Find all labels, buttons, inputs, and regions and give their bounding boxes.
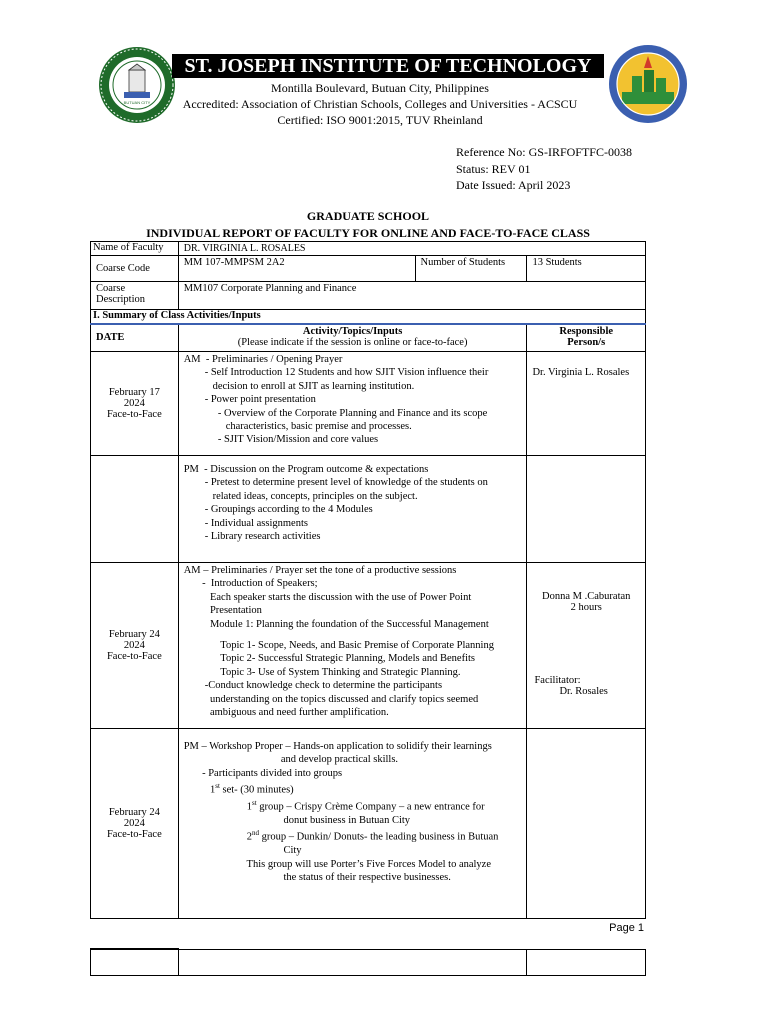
reference-number: Reference No: GS-IRFOFTFC-0038 bbox=[456, 145, 632, 159]
activity-line: - Library research activities bbox=[183, 531, 321, 543]
activity-line: PM – Workshop Proper – Hands-on application to solidify their learnings bbox=[183, 741, 492, 752]
activity-line: City bbox=[183, 845, 302, 857]
activity-line: characteristics, basic premise and processes. bbox=[183, 421, 412, 433]
activity-line: AM - Preliminaries / Opening Prayer bbox=[183, 354, 343, 365]
table-row bbox=[91, 729, 646, 919]
date-line: 2024 bbox=[123, 640, 145, 651]
activity-line: understanding on the topics discussed and clarify topics seemed bbox=[183, 693, 479, 705]
report-table bbox=[90, 241, 646, 919]
report-title: INDIVIDUAL REPORT OF FACULTY FOR ONLINE AND FACE-TO-FACE CLASS bbox=[146, 226, 590, 240]
activity-line: Each speaker starts the discussion with the use of Power Point bbox=[183, 591, 472, 603]
activity-line: Topic 2- Successful Strategic Planning, Models and Benefits bbox=[183, 653, 475, 665]
responsible-line: Dr. Virginia L. Rosales bbox=[532, 367, 630, 378]
table-row bbox=[91, 352, 646, 456]
activity-line: - Participants divided into groups bbox=[183, 767, 343, 779]
seal-icon bbox=[608, 44, 688, 124]
date-line: Face-to-Face bbox=[106, 409, 162, 420]
activity-header-line2: (Please indicate if the session is online or face-to-face) bbox=[237, 336, 468, 348]
date-line: Face-to-Face bbox=[106, 829, 162, 840]
responsible-header-line1: Responsible bbox=[559, 325, 614, 337]
row-responsible bbox=[527, 949, 646, 975]
section-row bbox=[91, 310, 646, 324]
date-line: 2024 bbox=[123, 818, 145, 829]
row-activity bbox=[178, 456, 527, 563]
activity-line: AM – Preliminaries / Prayer set the tone of a productive sessions bbox=[183, 565, 457, 576]
activity-line: Topic 3- Use of System Thinking and Strategic Planning. bbox=[183, 666, 461, 678]
address: Montilla Boulevard, Butuan City, Philippines bbox=[271, 81, 489, 95]
activity-line: PM - Discussion on the Program outcome & expectations bbox=[183, 464, 429, 475]
course-description-label bbox=[91, 282, 179, 310]
date-column-header: DATE bbox=[91, 324, 179, 352]
row-date bbox=[91, 456, 179, 563]
activity-line: decision to enroll at SJIT as learning institution. bbox=[183, 380, 415, 392]
row-activity bbox=[178, 352, 527, 456]
date-line: Face-to-Face bbox=[106, 651, 162, 662]
row-responsible bbox=[527, 729, 646, 919]
date-issued: Date Issued: April 2023 bbox=[456, 178, 571, 192]
next-page-table bbox=[90, 948, 646, 976]
date-line: 2024 bbox=[123, 398, 145, 409]
activity-line: Module 1: Planning the foundation of the Successful Management bbox=[183, 618, 489, 630]
activity-line: This group will use Porter’s Five Forces Model to analyze bbox=[183, 858, 492, 870]
responsible-line: Dr. Rosales bbox=[559, 686, 608, 697]
activity-line: - Pretest to determine present level of knowledge of the students on bbox=[183, 477, 488, 489]
school-heading: GRADUATE SCHOOL bbox=[306, 209, 430, 223]
activity-line: - SJIT Vision/Mission and core values bbox=[183, 434, 379, 446]
students-value: 13 Students bbox=[527, 256, 646, 282]
activity-line: related ideas, concepts, principles on the subject. bbox=[183, 490, 418, 502]
activity-line bbox=[184, 631, 522, 639]
institution-title: ST. JOSEPH INSTITUTE OF TECHNOLOGY bbox=[172, 54, 604, 78]
row-responsible bbox=[527, 563, 646, 729]
course-description-row bbox=[91, 282, 646, 310]
responsible-line: Donna M .Caburatan bbox=[542, 591, 631, 602]
table-row bbox=[91, 456, 646, 563]
activity-line: -Conduct knowledge check to determine the participants bbox=[183, 680, 443, 692]
date-line: February 24 bbox=[108, 629, 160, 640]
faculty-row bbox=[91, 242, 646, 256]
responsible-line: Facilitator: bbox=[534, 675, 581, 686]
row-activity bbox=[178, 563, 527, 729]
date-line: February 24 bbox=[108, 807, 160, 818]
column-header-row bbox=[91, 324, 646, 352]
activity-line: donut business in Butuan City bbox=[183, 815, 411, 827]
responsible-line: 2 hours bbox=[570, 602, 602, 613]
table-row bbox=[91, 563, 646, 729]
row-responsible bbox=[527, 352, 646, 456]
row-activity bbox=[178, 729, 527, 919]
activity-line: Presentation bbox=[183, 605, 262, 617]
activity-column-header bbox=[178, 324, 527, 352]
row-activity bbox=[178, 949, 526, 975]
right-school-seal bbox=[608, 44, 688, 124]
course-description-value: MM107 Corporate Planning and Finance bbox=[178, 282, 645, 310]
activity-line: - Power point presentation bbox=[183, 394, 316, 406]
page-number: Page 1 bbox=[609, 922, 644, 934]
certification: Certified: ISO 9001:2015, TUV Rheinland bbox=[277, 113, 483, 127]
course-code-label: Coarse Code bbox=[91, 256, 179, 282]
activity-line: and develop practical skills. bbox=[183, 754, 399, 766]
activity-header-line1: Activity/Topics/Inputs bbox=[302, 325, 403, 337]
activity-line: - Individual assignments bbox=[183, 517, 308, 529]
students-label: Number of Students bbox=[415, 256, 527, 282]
activity-line: 2nd group – Dunkin/ Donuts- the leading business in Butuan bbox=[246, 829, 499, 843]
course-description-label-line1: Coarse bbox=[96, 283, 126, 294]
activity-line: Topic 1- Scope, Needs, and Basic Premise of Corporate Planning bbox=[183, 640, 494, 652]
responsible-header-line2: Person/s bbox=[567, 336, 606, 348]
activity-line bbox=[184, 730, 522, 740]
activity-line: - Groupings according to the 4 Modules bbox=[183, 504, 373, 516]
row-date bbox=[91, 563, 179, 729]
status: Status: REV 01 bbox=[456, 162, 531, 176]
table-row bbox=[91, 949, 646, 975]
faculty-value: DR. VIRGINIA L. ROSALES bbox=[178, 242, 645, 256]
row-responsible bbox=[527, 456, 646, 563]
activity-line: - Introduction of Speakers; bbox=[183, 578, 318, 590]
svg-text:BUTUAN CITY: BUTUAN CITY bbox=[123, 100, 151, 105]
responsible-column-header bbox=[527, 324, 646, 352]
course-code-row bbox=[91, 256, 646, 282]
activity-line: ambiguous and need further amplification. bbox=[183, 707, 389, 719]
activity-line: the status of their respective businesses. bbox=[183, 872, 451, 884]
accreditation: Accredited: Association of Christian Schools, Colleges and Universities - ACSCU bbox=[182, 97, 578, 111]
activity-line: 1st group – Crispy Crème Company – a new entrance for bbox=[246, 799, 485, 813]
row-date bbox=[91, 352, 179, 456]
activity-line: - Overview of the Corporate Planning and Finance and its scope bbox=[183, 407, 488, 419]
faculty-label: Name of Faculty bbox=[91, 242, 179, 256]
activity-line: - Self Introduction 12 Students and how SJIT Vision influence their bbox=[183, 367, 489, 379]
row-date bbox=[91, 729, 179, 919]
course-description-label-line2: Description bbox=[96, 294, 145, 305]
activity-line: 1st set- (30 minutes) bbox=[209, 782, 294, 796]
date-line: February 17 bbox=[108, 387, 160, 398]
course-code-value: MM 107-MMPSM 2A2 bbox=[178, 256, 415, 282]
row-date bbox=[91, 949, 179, 975]
section-title: I. Summary of Class Activities/Inputs bbox=[91, 310, 646, 324]
